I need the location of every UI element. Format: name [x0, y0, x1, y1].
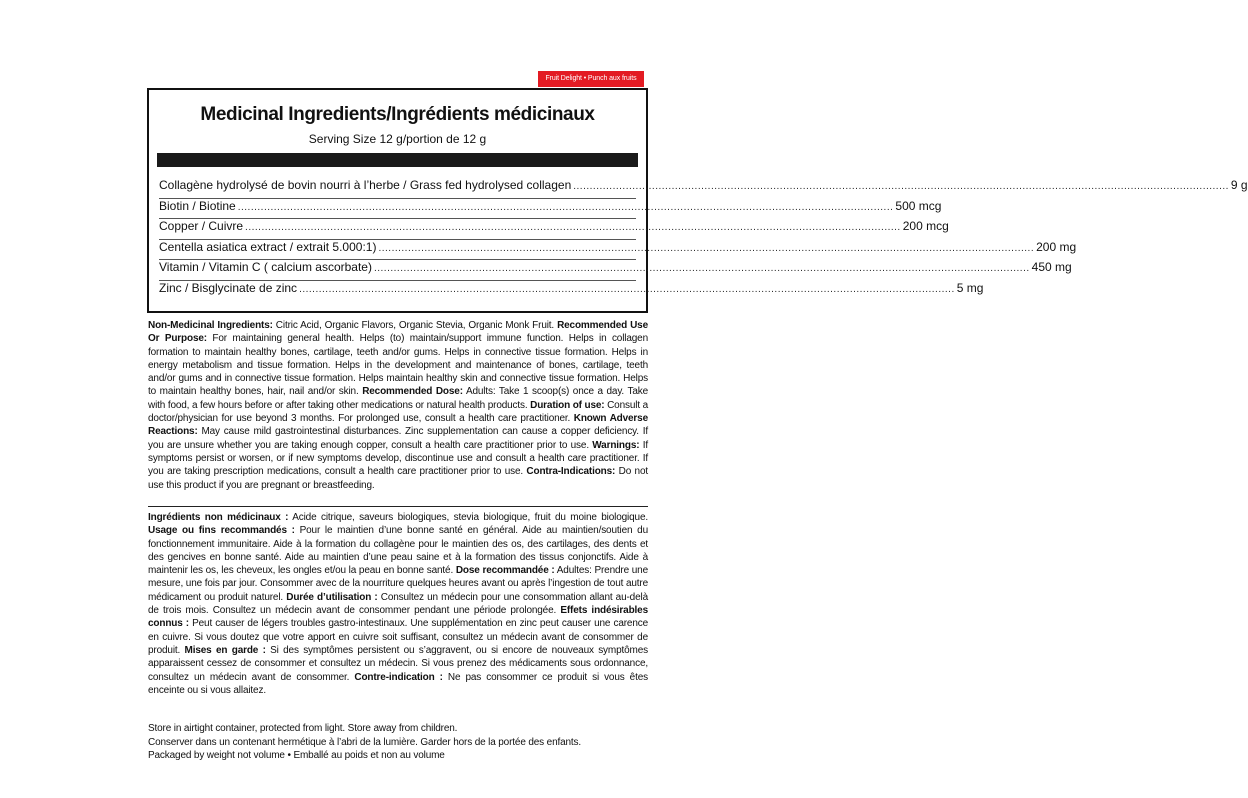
- ingredient-name: Zinc / Bisglycinate de zinc: [159, 280, 298, 295]
- use-text: For maintaining general health. Helps (to) maintain/support immune function. Helps in collagen formation to maintain healthy bones, cartilage, teeth and/or gums. Helps in connective tissue formation. Helps in energy metabolism and tissue formation. Helps in the development and maintenance of bones, cartilage, teeth and/or gums and in connective tissue formation. Helps maintain healthy skin and connective tissue formation. Helps to maintain healthy bones, hair, nail and/or skin.: [148, 333, 648, 398]
- ingredient-amount: 9 g: [1230, 178, 1248, 192]
- warnings-text: Si des symptômes persistent ou s’aggravent, ou si encore de nouveaux symptômes apparaissent cessez de consommer et consultez un médecin. Si vous prenez des médicaments sous ordonnance, consultez un médecin avant de consommer.: [148, 644, 648, 683]
- adverse-label: Known Adverse Reactions:: [148, 413, 648, 438]
- use-label: Recommended Use Or Purpose:: [148, 320, 648, 345]
- duration-label: Durée d’utilisation :: [286, 591, 378, 603]
- dose-text: Adultes: Prendre une mesure, une fois par jour. Consommer avec de la nourriture quelques heures avant ou après l’ingestion de tout autre médicament ou produit naturel.: [148, 565, 648, 603]
- storage-fr: Conserver dans un contenant hermétique à l’abri de la lumière. Garder hors de la portée des enfants.: [148, 736, 582, 748]
- ingredient-row: [159, 260, 1072, 281]
- ingredient-row: [159, 280, 984, 302]
- warnings-text: If symptoms persist or worsen, or if new symptoms develop, discontinue use and consult a health care practitioner. If you are taking prescription medications, consult a health care practitioner prior to use.: [148, 439, 648, 478]
- ingredient-row: [159, 178, 1248, 199]
- adverse-text: Peut causer de légers troubles gastro-intestinaux. Une supplémentation en zinc peut causer une carence en cuivre. Si vous doutez que votre apport en cuivre soit suffisant, consultez un médecin avant de consommer de produit.: [148, 618, 648, 656]
- flavor-tab: Fruit Delight • Punch aux fruits: [538, 71, 644, 87]
- nmi-text: Citric Acid, Organic Flavors, Organic Stevia, Organic Monk Fruit.: [272, 320, 558, 331]
- packaging-note: Packaged by weight not volume • Emballé au poids et non au volume: [148, 750, 445, 761]
- leader-dots: ........................................................................................................................................................................................................: [378, 242, 1035, 254]
- duration-label: Duration of use:: [530, 399, 605, 411]
- contra-label: Contre-indication :: [354, 671, 443, 683]
- contra-text: Ne pas consommer ce produit si vous êtes enceinte ou si vous allaitez.: [148, 671, 648, 696]
- adverse-text: May cause mild gastrointestinal disturbances. Zinc supplementation can cause a copper deficiency. If you are unsure whether you are taking enough copper, consult a health care practitioner prior to use.: [148, 426, 648, 451]
- use-label: Usage ou fins recommandés :: [148, 525, 295, 537]
- storage-footer: [148, 722, 648, 763]
- adverse-label: Effets indésirables connus :: [148, 605, 648, 630]
- leader-dots: ........................................................................................................................................................................................................: [245, 222, 901, 234]
- ingredient-amount: 500 mcg: [895, 198, 942, 213]
- contra-label: Contra-Indications:: [526, 466, 616, 478]
- ingredient-name: Centella asiatica extract / extrait 5.000:1): [159, 239, 377, 254]
- panel-divider-bar: [157, 153, 638, 167]
- ingredient-list: [159, 178, 1248, 302]
- dose-label: Recommended Dose:: [362, 386, 463, 398]
- french-label-text: [148, 506, 648, 697]
- ingredient-row: [159, 198, 942, 220]
- english-label-text: [148, 319, 648, 492]
- storage-en: Store in airtight container, protected from light. Store away from children.: [148, 723, 458, 734]
- ingredient-name: Biotin / Biotine: [159, 198, 236, 213]
- serving-size: Serving Size 12 g/portion de 12 g: [308, 132, 487, 146]
- use-text: Pour le maintien d’une bonne santé en général. Aide au maintien/soutien du fonctionnement immunitaire. Aide à la formation du collagène pour le maintien des os, des cartilages, des dents et des gencives en bonne santé. Aide au maintien d’une peau saine et à la formation des tissus conjonctifs. Aide à maintenir les os, les cheveux, les ongles et/ou la peau en bonne santé.: [148, 525, 648, 577]
- ingredient-amount: 5 mg: [956, 280, 984, 295]
- ingredient-name: Collagène hydrolysé de bovin nourri à l’herbe / Grass fed hydrolysed collagen: [159, 178, 572, 192]
- ingredient-row: [159, 219, 949, 240]
- duration-text: Consultez un médecin pour une consommation allant au-delà de trois mois. Consultez un médecin avant de consommer pendant une période prolongée.: [148, 591, 648, 617]
- warnings-label: Mises en garde :: [184, 644, 266, 656]
- ingredient-amount: 450 mg: [1031, 260, 1072, 275]
- duration-text: Consult a doctor/physician for use beyond 3 months. For prolonged use, consult a health care practitioner.: [148, 399, 649, 425]
- ingredient-name: Vitamin / Vitamin C ( calcium ascorbate): [159, 260, 372, 275]
- dose-label: Dose recommandée :: [455, 565, 555, 577]
- ingredient-amount: 200 mg: [1036, 239, 1077, 254]
- ingredient-row: [159, 239, 1077, 261]
- leader-dots: ........................................................................................................................................................................................................: [237, 201, 894, 213]
- nmi-text: Acide citrique, saveurs biologiques, stevia biologique, fruit du moine biologique.: [288, 512, 648, 523]
- panel-title: Medicinal Ingredients/Ingrédients médicinaux: [200, 104, 595, 125]
- warnings-label: Warnings:: [592, 439, 640, 451]
- nmi-label: Non-Medicinal Ingredients:: [148, 320, 273, 331]
- contra-text: Do not use this product if you are pregnant or breastfeeding.: [148, 466, 648, 491]
- medicinal-ingredients-panel: [147, 88, 1248, 313]
- leader-dots: ........................................................................................................................................................................................................: [573, 181, 1229, 192]
- dose-text: Adults: Take 1 scoop(s) once a day. Take with food, a few hours before or after taking other medications or natural health products.: [148, 386, 649, 411]
- ingredient-name: Copper / Cuivre: [159, 219, 244, 234]
- ingredient-amount: 200 mcg: [902, 219, 949, 234]
- leader-dots: ........................................................................................................................................................................................................: [299, 283, 955, 295]
- leader-dots: ........................................................................................................................................................................................................: [373, 263, 1030, 275]
- nmi-label: Ingrédients non médicinaux :: [148, 512, 289, 523]
